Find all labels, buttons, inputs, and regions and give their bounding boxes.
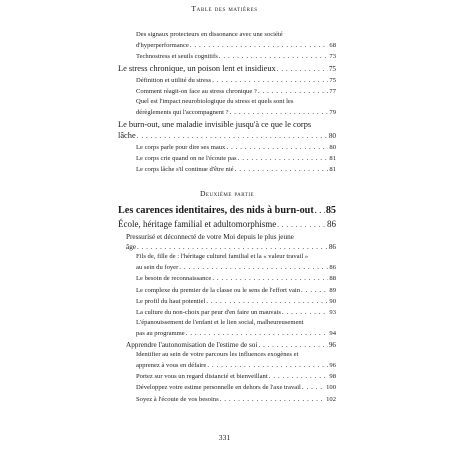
leader-dots	[302, 382, 325, 392]
leader-dots	[238, 153, 329, 163]
table-of-contents	[118, 30, 336, 405]
toc-page-number: 81	[329, 155, 336, 163]
leader-dots	[226, 142, 328, 152]
leader-dots	[235, 164, 329, 174]
toc-section-text: École, héritage familial et adultomorphisme	[118, 218, 277, 229]
toc-page-number: 85	[325, 204, 336, 216]
leader-dots	[220, 394, 325, 404]
toc-entry-text: apprenez à vous en défaire	[136, 362, 207, 370]
toc-entry	[118, 142, 336, 153]
toc-entry	[118, 371, 336, 382]
toc-entry	[118, 262, 336, 273]
toc-entry	[118, 107, 336, 118]
leader-dots	[212, 273, 328, 283]
toc-page-number: 75	[328, 64, 336, 73]
toc-page-number: 68	[329, 42, 336, 50]
toc-entry: Fils de, fille de : l'héritage culturel familial et la « valeur travail »	[136, 253, 309, 261]
toc-page-number: 77	[329, 88, 336, 96]
leader-dots	[258, 340, 327, 350]
leader-dots	[186, 328, 329, 338]
leader-dots	[277, 64, 328, 75]
toc-chapter: Le burn-out, une maladie invisible jusqu'à ce que le corps	[118, 119, 312, 129]
leader-dots	[212, 75, 328, 85]
toc-entry-text: Soyez à l'écoute de vos besoins	[136, 395, 219, 403]
toc-entry-text: au sein du foyer	[136, 264, 179, 272]
toc-entry-text: Définition et utilité du stress	[136, 76, 212, 84]
leader-dots	[179, 262, 328, 272]
toc-entry-text: dérèglements qui l'accompagnent ?	[136, 109, 229, 117]
toc-chapter	[118, 63, 336, 75]
leader-dots	[190, 40, 329, 50]
toc-entry	[118, 51, 336, 62]
toc-chapter-text: lâche	[118, 130, 136, 140]
page-number: 331	[218, 433, 231, 442]
toc-entry-text: Le profil du haut potentiel	[136, 297, 206, 305]
toc-entry	[118, 360, 336, 371]
toc-entry-text: Le corps lâche s'il continue d'être nié	[136, 166, 234, 174]
toc-entry-text: Le complexe du premier de la classe ou le sens de l'effort vain	[136, 286, 301, 294]
part-title-text: Les carences identitaires, des nids à burn-out	[118, 204, 314, 216]
leader-dots	[315, 204, 325, 218]
toc-chapter	[118, 130, 336, 142]
toc-entry	[118, 75, 336, 86]
toc-page-number: 96	[329, 362, 336, 370]
toc-entry	[118, 285, 336, 296]
leader-dots	[269, 371, 329, 381]
toc-entry-text: La culture du non-choix par peur d'en faire un mauvais	[136, 309, 281, 317]
toc-entry	[118, 296, 336, 307]
toc-page-number: 90	[329, 297, 336, 305]
toc-subsection	[118, 242, 336, 252]
toc-entry	[118, 382, 336, 393]
leader-dots	[137, 131, 328, 142]
toc-subsection-text: Apprendre l'autonomisation de l'estime de soi	[126, 340, 258, 349]
toc-page-number: 96	[328, 340, 336, 349]
leader-dots	[206, 296, 328, 306]
part-label: Deuxième partie	[199, 188, 255, 198]
toc-entry	[118, 394, 336, 405]
toc-entry: Quel est l'impact neurobiologique du stress et quels sont les	[136, 98, 294, 106]
toc-chapter-text: Le stress chronique, un poison lent et insidieux	[118, 63, 276, 73]
toc-entry	[118, 164, 336, 175]
toc-page-number: 94	[329, 330, 336, 338]
toc-entry-text: Le besoin de reconnaissance	[136, 275, 212, 283]
leader-dots	[219, 51, 329, 61]
part-title	[118, 204, 336, 218]
toc-entry-text: d'hyperperformance	[136, 42, 189, 50]
toc-entry: L'épanouissement de l'enfant et le lien social, malheureusement	[136, 319, 304, 327]
toc-entry	[118, 86, 336, 97]
toc-page-number: 89	[329, 286, 336, 294]
toc-page-number: 102	[326, 395, 336, 403]
leader-dots	[277, 219, 326, 232]
running-header-title: Table des matières	[191, 4, 258, 13]
leader-dots	[258, 86, 329, 96]
leader-dots	[230, 107, 329, 117]
toc-entry-text: Portez sur vous un regard distancié et bienveillant	[136, 373, 268, 381]
toc-entry: Identifier au sein de votre parcours les influences exogènes et	[136, 350, 299, 358]
toc-page-number: 80	[329, 144, 336, 152]
leader-dots	[282, 307, 328, 317]
toc-page-number: 88	[329, 275, 336, 283]
toc-subsection-text: âge	[126, 242, 136, 251]
toc-page-number: 73	[329, 53, 336, 61]
toc-subsection: Pressurisé et déconnecté de votre Moi depuis le plus jeune	[126, 232, 294, 241]
toc-section	[118, 218, 336, 232]
toc-entry-text: pas au programme	[136, 330, 185, 338]
toc-page-number: 98	[329, 373, 336, 381]
toc-page-number: 86	[328, 242, 336, 251]
toc-page-number: 79	[329, 109, 336, 117]
toc-page-number: 100	[326, 384, 336, 392]
toc-entry	[118, 40, 336, 51]
toc-page-number: 75	[329, 76, 336, 84]
toc-page-number: 81	[329, 166, 336, 174]
toc-entry-text: Technostress et seuils cognitifs	[136, 53, 218, 61]
toc-entry-text: Développez votre estime personnelle en dehors de l'axe travail	[136, 384, 301, 392]
toc-page-number: 93	[329, 309, 336, 317]
running-header	[0, 4, 449, 13]
toc-entry	[118, 273, 336, 284]
toc-entry-text: Comment réagit-on face au stress chronique ?	[136, 88, 257, 96]
toc-entry	[118, 328, 336, 339]
leader-dots	[137, 242, 328, 252]
toc-entry-text: Le corps crie quand on ne l'écoute pas	[136, 155, 237, 163]
toc-page-number: 86	[329, 264, 336, 272]
toc-page-number: 80	[328, 131, 336, 140]
leader-dots	[301, 285, 328, 295]
toc-entry	[118, 153, 336, 164]
toc-entry: Des signaux protecteurs en dissonance avec une société	[136, 31, 283, 38]
leader-dots	[207, 360, 328, 370]
toc-entry	[118, 307, 336, 318]
toc-entry-text: Le corps parle pour dire ses maux	[136, 144, 226, 152]
toc-page-number: 86	[327, 218, 336, 229]
toc-subsection	[118, 340, 336, 350]
